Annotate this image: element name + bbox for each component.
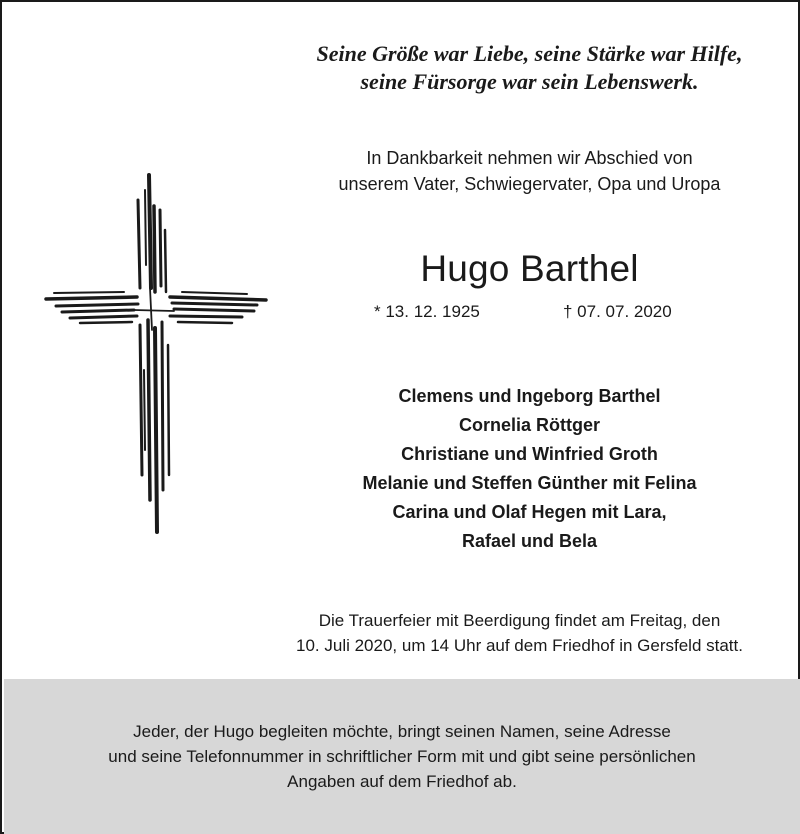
motto-quote bbox=[252, 40, 800, 96]
intro-text bbox=[302, 145, 757, 197]
mourner-line: Christiane und Winfried Groth bbox=[401, 444, 658, 464]
notice-line-2: und seine Telefonnummer in schriftlicher Form mit und gibt seine persönlichen bbox=[108, 747, 696, 766]
mourner-line: Melanie und Steffen Günther mit Felina bbox=[362, 473, 697, 493]
funeral-line-2: 10. Juli 2020, um 14 Uhr auf dem Friedhof in Gersfeld statt. bbox=[296, 636, 743, 655]
mourners-list bbox=[302, 382, 757, 556]
mourner-line: Cornelia Röttger bbox=[458, 415, 600, 435]
motto-line-1: Seine Größe war Liebe, seine Stärke war Hilfe, bbox=[316, 41, 743, 66]
notice-line-3: Angaben auf dem Friedhof ab. bbox=[287, 772, 517, 791]
mourner-line: Clemens und Ingeborg Barthel bbox=[398, 386, 661, 406]
cross-icon bbox=[42, 170, 272, 540]
funeral-info bbox=[242, 608, 797, 658]
birth-date: * 13. 12. 1925 bbox=[374, 302, 480, 321]
intro-line-1: In Dankbarkeit nehmen wir Abschied von bbox=[366, 148, 693, 168]
intro-line-2: unserem Vater, Schwiegervater, Opa und Uropa bbox=[338, 174, 721, 194]
notice-text bbox=[4, 719, 800, 794]
mourner-line: Carina und Olaf Hegen mit Lara, bbox=[392, 502, 667, 522]
notice-band bbox=[4, 679, 800, 834]
death-date: † 07. 07. 2020 bbox=[563, 302, 672, 321]
notice-line-1: Jeder, der Hugo begleiten möchte, bringt seinen Namen, seine Adresse bbox=[133, 722, 671, 741]
funeral-line-1: Die Trauerfeier mit Beerdigung findet am Freitag, den bbox=[318, 611, 721, 630]
motto-line-2: seine Fürsorge war sein Lebenswerk. bbox=[360, 69, 699, 94]
mourner-line: Rafael und Bela bbox=[461, 531, 598, 551]
deceased-name: Hugo Barthel bbox=[420, 248, 639, 289]
